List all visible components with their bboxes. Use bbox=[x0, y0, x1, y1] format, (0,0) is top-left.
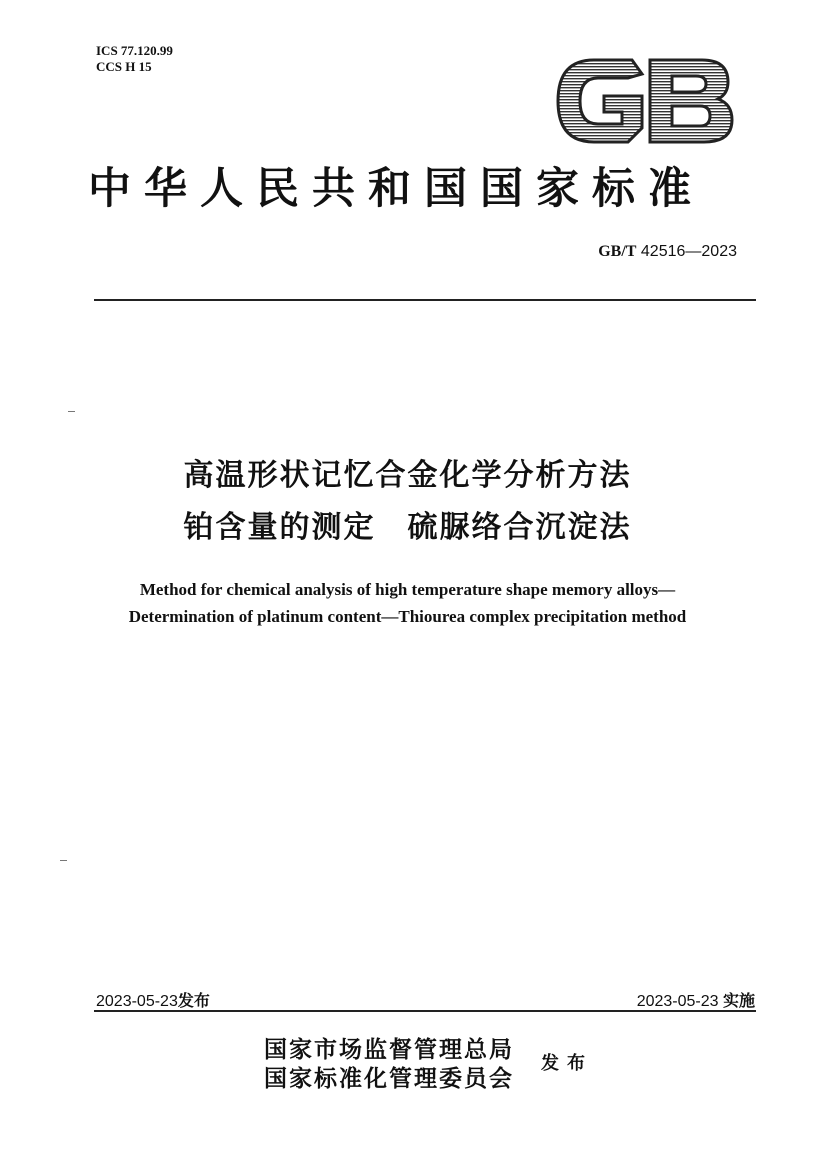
ics-code: ICS 77.120.99 bbox=[96, 43, 173, 58]
classification-codes bbox=[96, 43, 173, 75]
implement-date-suffix: 实施 bbox=[722, 993, 755, 1010]
english-title-line-1: Method for chemical analysis of high temperature shape memory alloys— bbox=[139, 580, 676, 599]
issuer-org-1: 国家市场监督管理总局 bbox=[264, 1036, 514, 1063]
header-divider bbox=[94, 299, 756, 301]
english-title-line-2: Determination of platinum content—Thiourea complex precipitation method bbox=[128, 607, 687, 626]
issuer-action: 发布 bbox=[541, 1053, 593, 1074]
margin-mark bbox=[68, 411, 75, 412]
ccs-code: CCS H 15 bbox=[96, 59, 152, 74]
implement-date-value: 2023-05-23 bbox=[636, 993, 719, 1010]
issuer-org-2: 国家标准化管理委员会 bbox=[264, 1065, 514, 1092]
implement-date bbox=[637, 988, 755, 1011]
gb-standard-logo-icon bbox=[550, 54, 740, 148]
standard-number bbox=[598, 243, 737, 261]
margin-mark bbox=[60, 860, 67, 861]
footer-divider bbox=[94, 1010, 756, 1012]
issue-date-value: 2023-05-23 bbox=[96, 993, 178, 1010]
standard-number-value: 42516—2023 bbox=[640, 243, 737, 260]
chinese-title-line-1: 高温形状记忆合金化学分析方法 bbox=[183, 458, 632, 493]
national-standard-title: 中华人民共和国国家标准 bbox=[88, 164, 704, 214]
issue-date-suffix: 发布 bbox=[177, 993, 210, 1010]
issuing-organizations bbox=[264, 1035, 514, 1093]
standard-number-prefix: GB/T bbox=[598, 243, 637, 260]
issue-date bbox=[96, 988, 210, 1011]
chinese-title-line-2: 铂含量的测定 硫脲络合沉淀法 bbox=[183, 510, 632, 545]
